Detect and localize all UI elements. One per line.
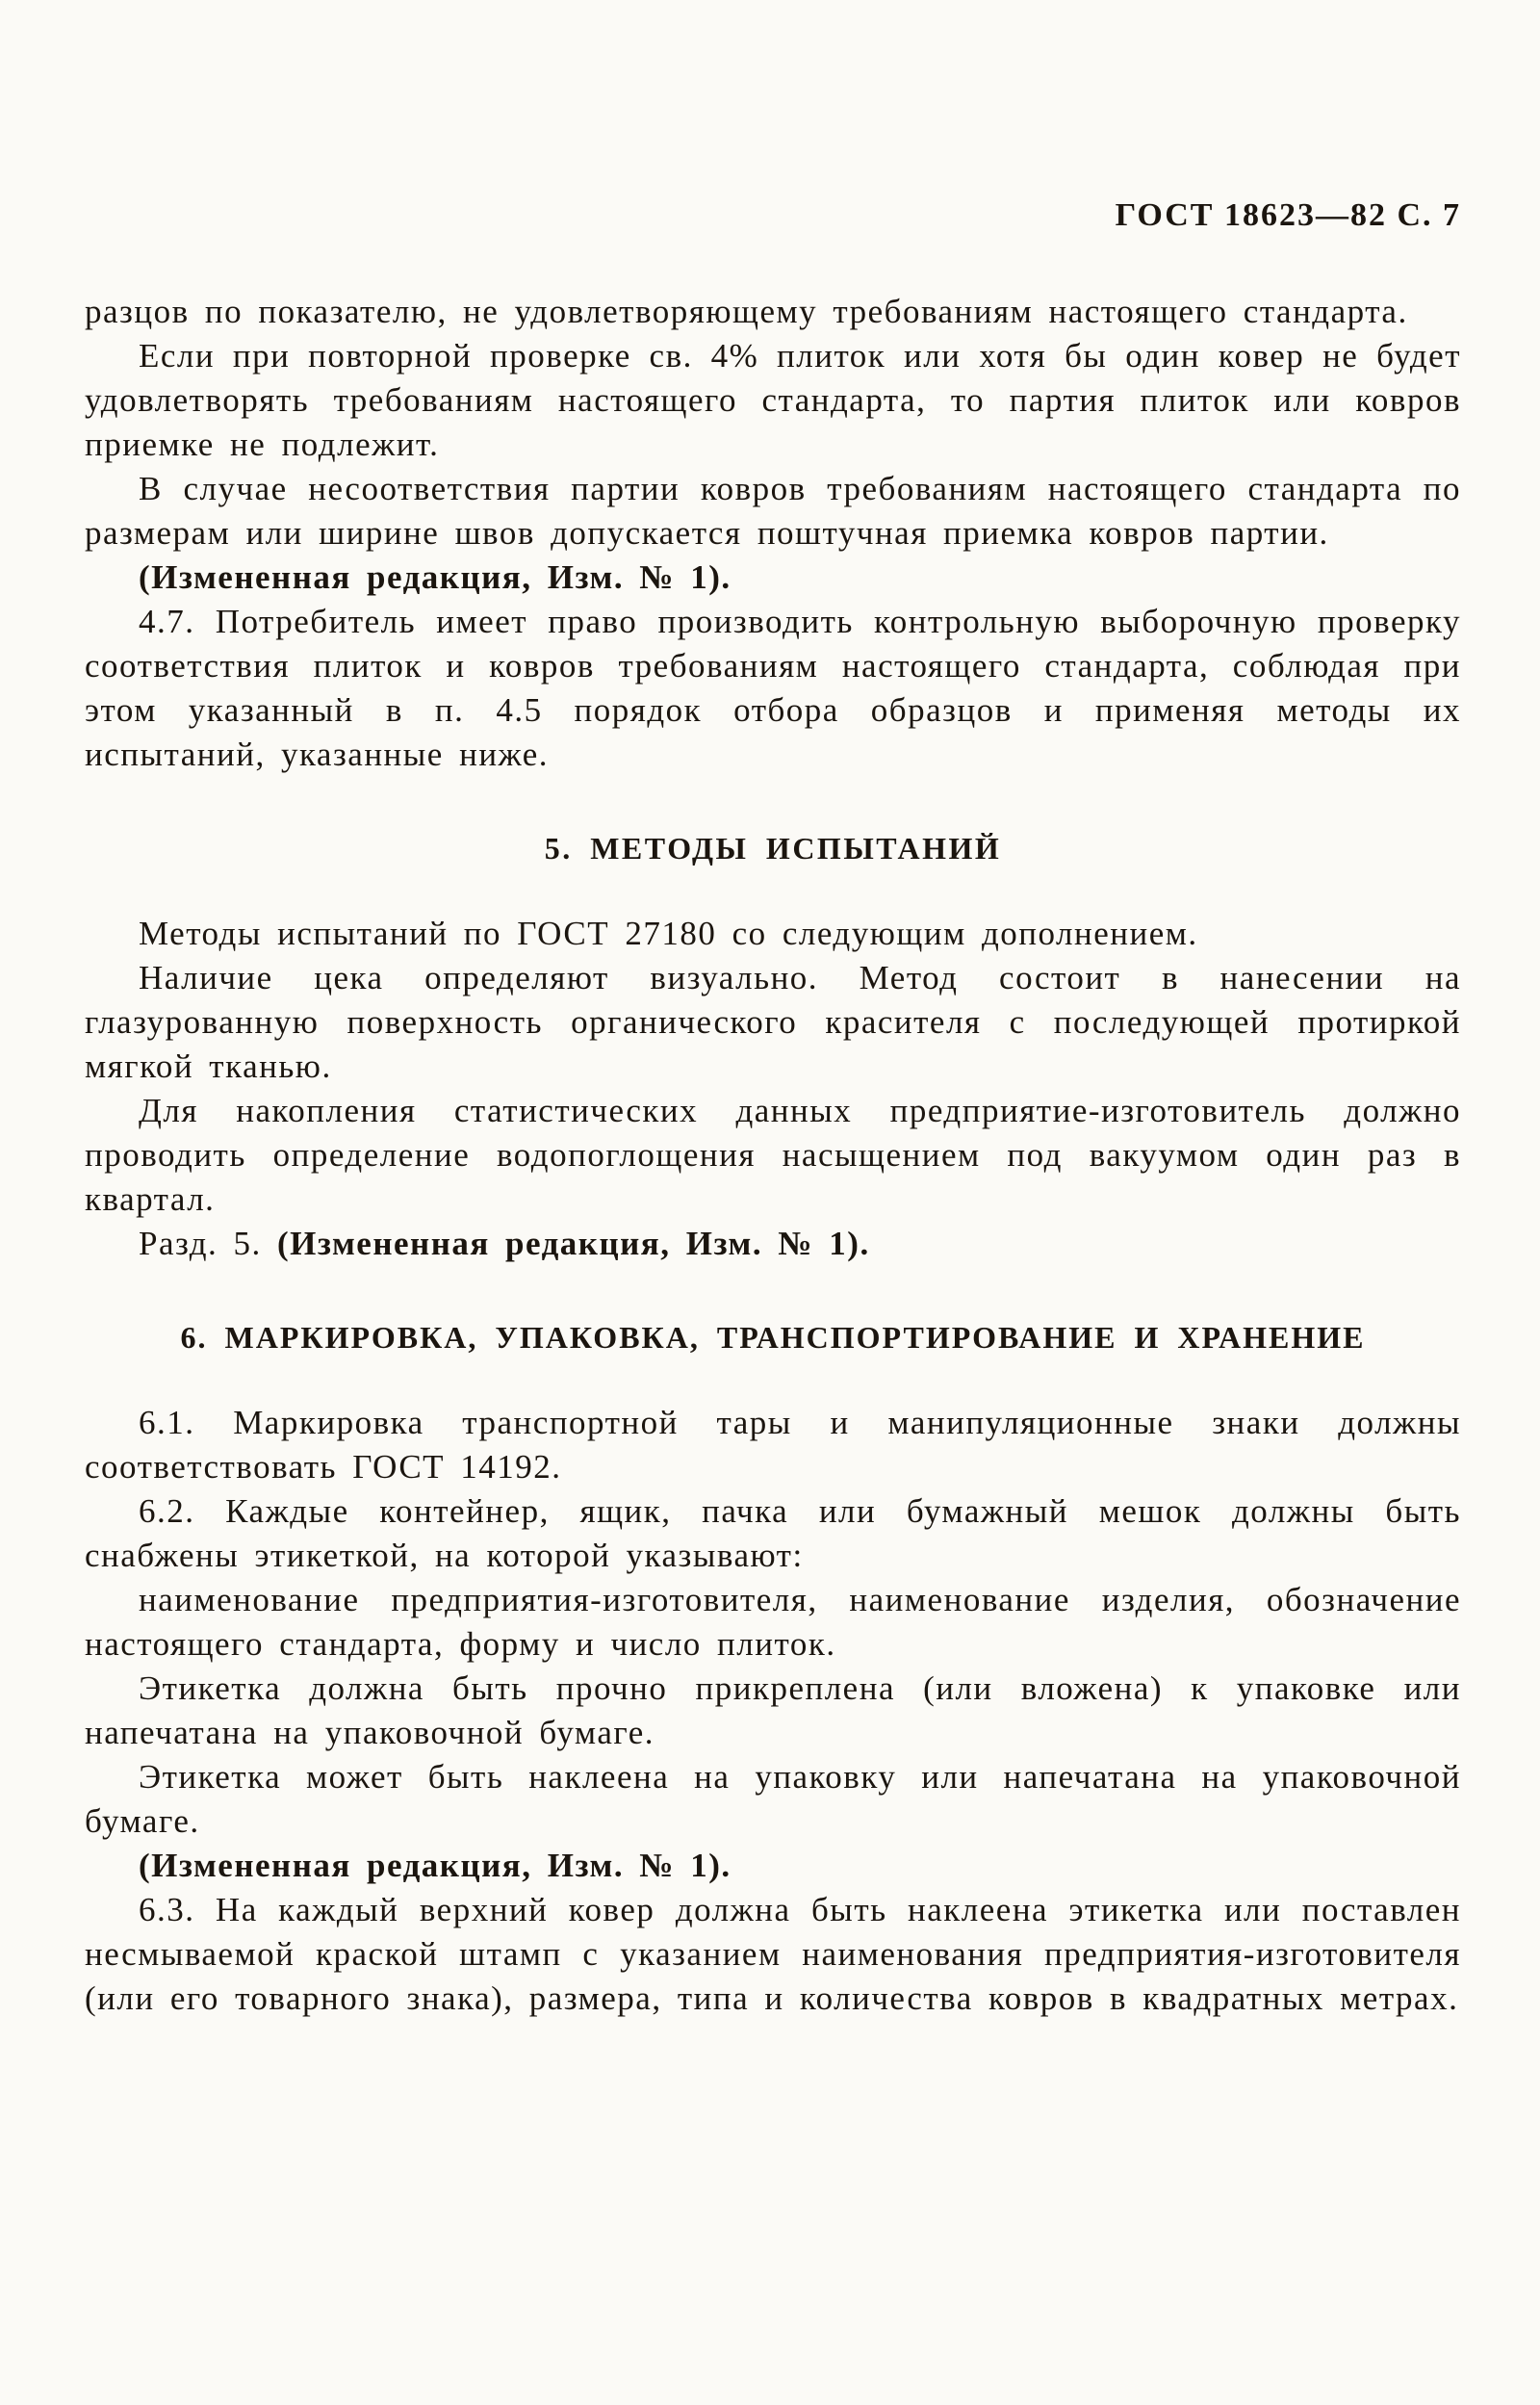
paragraph-4-7: 4.7. Потребитель имеет право производить контрольную выборочную проверку соответствия плиток и ковров требованиям настоящего стандарта, соблюдая при этом указанный в п. 4.5 порядок отбора образцов и применяя методы их испытаний, указанные ниже. — [85, 603, 1461, 773]
section-heading-5: 5. МЕТОДЫ ИСПЫТАНИЙ — [544, 831, 1002, 866]
paragraph: Наличие цека определяют визуально. Метод состоит в нанесении на глазурованную поверхность органического красителя с последующей протиркой мягкой тканью. — [85, 959, 1461, 1085]
paragraph-6-2: 6.2. Каждые контейнер, ящик, пачка или бумажный мешок должны быть снабжены этикеткой, на которой указывают: — [85, 1492, 1461, 1574]
paragraph: В случае несоответствия партии ковров требованиям настоящего стандарта по размерам или ширине швов допускается поштучная приемка ковров партии. — [85, 470, 1461, 552]
paragraph: Методы испытаний по ГОСТ 27180 со следующим дополнением. — [139, 915, 1198, 952]
amendment-bold: (Измененная редакция, Изм. № 1). — [277, 1225, 870, 1262]
paragraph-6-1: 6.1. Маркировка транспортной тары и манипуляционные знаки должны соответствовать ГОСТ 14192. — [85, 1404, 1461, 1486]
paragraph: Этикетка может быть наклеена на упаковку или напечатана на упаковочной бумаге. — [85, 1758, 1461, 1840]
paragraph: Если при повторной проверке св. 4% плиток или хотя бы один ковер не будет удовлетворять требованиям настоящего стандарта, то партия плиток или ковров приемке не подлежит. — [85, 337, 1461, 463]
page-header — [85, 197, 1461, 234]
amendment-note-section-5 — [85, 1222, 1461, 1266]
section-heading-6: 6. МАРКИРОВКА, УПАКОВКА, ТРАНСПОРТИРОВАНИЕ И ХРАНЕНИЕ — [180, 1320, 1366, 1355]
document-body — [85, 290, 1461, 2021]
standard-number: ГОСТ 18623—82 С. 7 — [1115, 197, 1461, 233]
amendment-note: (Измененная редакция, Изм. № 1). — [139, 558, 732, 596]
paragraph: наименование предприятия-изготовителя, наименование изделия, обозначение настоящего стандарта, форму и число плиток. — [85, 1581, 1461, 1663]
paragraph: Этикетка должна быть прочно прикреплена (или вложена) к упаковке или напечатана на упаковочной бумаге. — [85, 1669, 1461, 1751]
amendment-note: (Измененная редакция, Изм. № 1). — [139, 1847, 732, 1884]
paragraph-6-3: 6.3. На каждый верхний ковер должна быть наклеена этикетка или поставлен несмываемой краской штамп с указанием наименования предприятия-изготовителя (или его товарного знака), размера, типа и количества ковров в квадратных метрах. — [85, 1891, 1461, 2017]
amendment-lead: Разд. 5. — [139, 1225, 278, 1262]
paragraph-continuation: разцов по показателю, не удовлетворяющему требованиям настоящего стандарта. — [85, 293, 1408, 330]
paragraph: Для накопления статистических данных предприятие-изготовитель должно проводить определение водопоглощения насыщением под вакуумом один раз в квартал. — [85, 1092, 1461, 1218]
